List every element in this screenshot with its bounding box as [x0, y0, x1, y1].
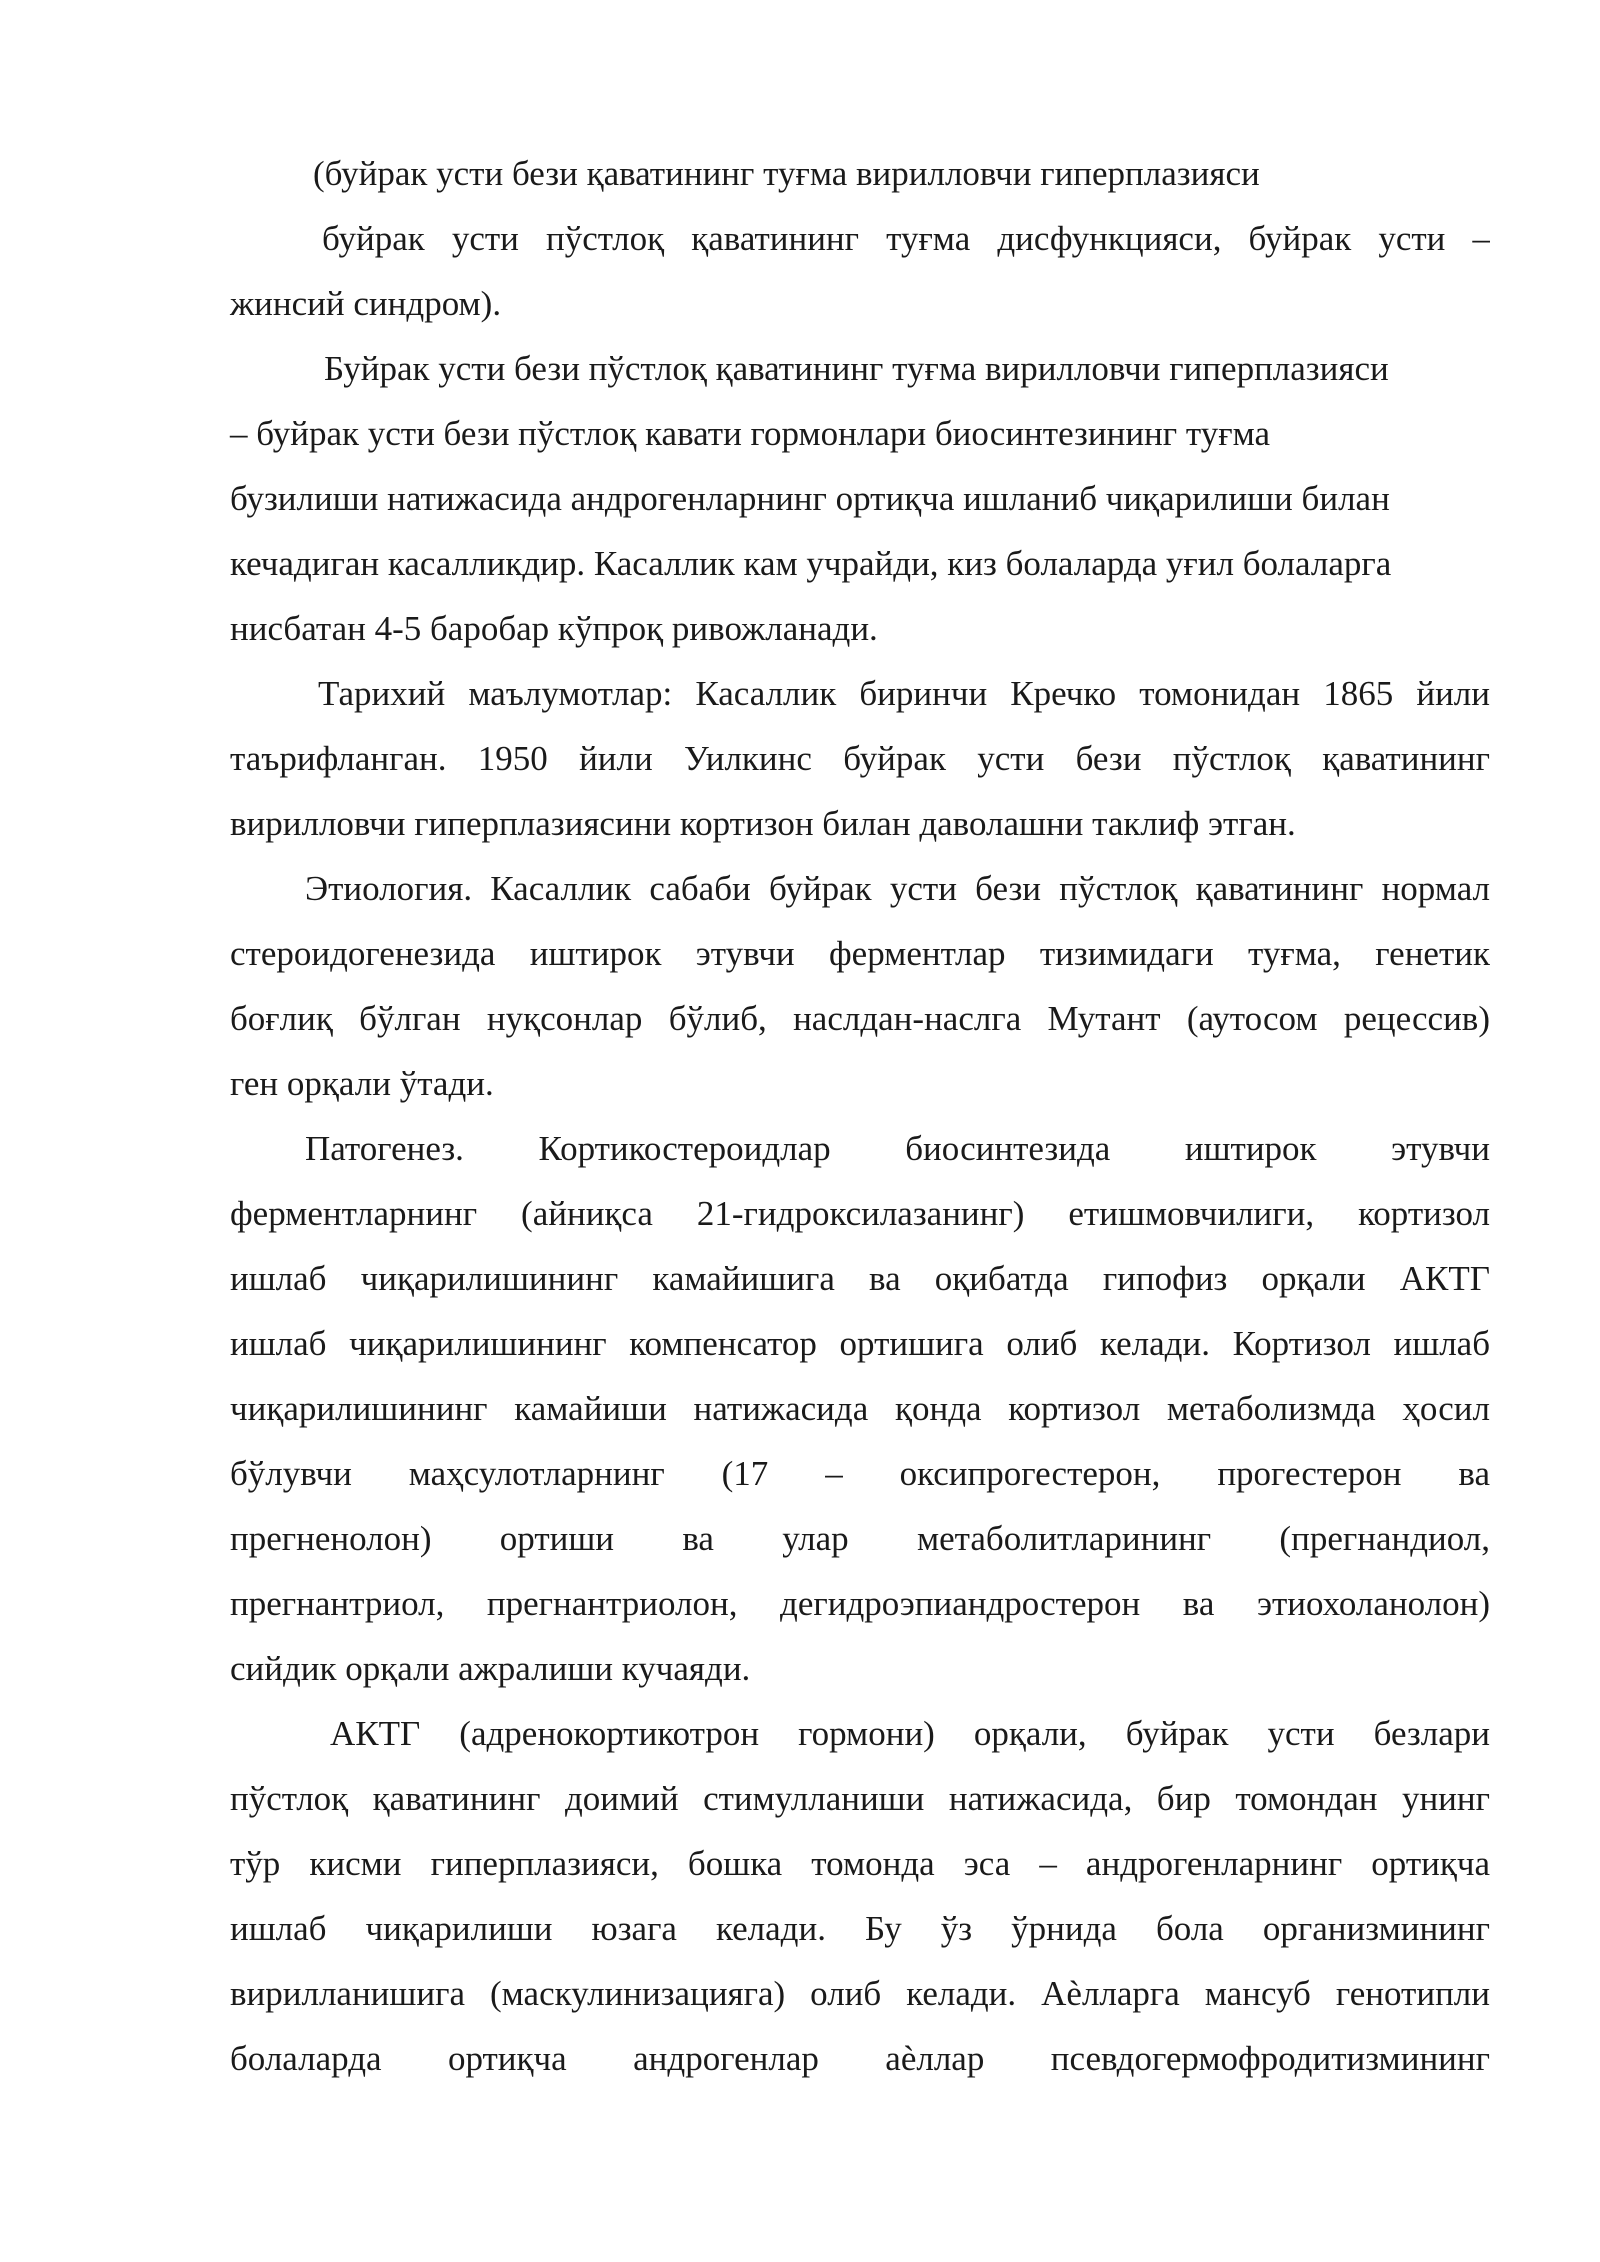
text-line: бўлувчи маҳсулотларнинг (17 – оксипрогестерон, прогестерон ва: [230, 1454, 1490, 1493]
text-line: чиқарилишининг камайиши натижасида қонда кортизол метаболизмда ҳосил: [230, 1389, 1490, 1428]
text-line: Буйрак усти бези пўстлоқ қаватининг туғма вирилловчи гиперплазияси: [324, 349, 1389, 388]
text-line: вирилловчи гиперплазиясини кортизон билан даволашни таклиф этган.: [230, 804, 1296, 843]
text-line: стероидогенезида иштирок этувчи ферментлар тизимидаги туғма, генетик: [230, 934, 1490, 973]
text-line: таърифланган. 1950 йили Уилкинс буйрак усти бези пўстлоқ қаватининг: [230, 739, 1490, 778]
text-line: ишлаб чиқарилиши юзага келади. Бу ўз ўрнида бола организмининг: [230, 1909, 1490, 1948]
text-line: ишлаб чиқарилишининг компенсатор ортишига олиб келади. Кортизол ишлаб: [230, 1324, 1490, 1363]
text-line: тўр кисми гиперплазияси, бошка томонда эса – андрогенларнинг ортиқча: [230, 1844, 1490, 1883]
text-line: сийдик орқали ажралиши кучаяди.: [230, 1649, 751, 1688]
text-line: АКТГ (адренокортикотрон гормони) орқали, буйрак усти безлари: [330, 1714, 1490, 1753]
text-line: Тарихий маълумотлар: Касаллик биринчи Кречко томонидан 1865 йили: [318, 674, 1490, 713]
text-line: бузилиши натижасида андрогенларнинг ортиқча ишланиб чиқарилиши билан: [230, 479, 1390, 518]
text-line: жинсий синдром).: [230, 284, 502, 323]
text-line: ферментларнинг (айниқса 21-гидроксилазанинг) етишмовчилиги, кортизол: [230, 1194, 1490, 1233]
text-line: ген орқали ўтади.: [230, 1064, 494, 1103]
text-line: Патогенез. Кортикостероидлар биосинтезида иштирок этувчи: [305, 1129, 1490, 1168]
text-line: болаларда ортиқча андрогенлар аѐллар псевдогермофродитизмининг: [230, 2039, 1490, 2078]
text-line: прегнантриол, прегнантриолон, дегидроэпиандростерон ва этиохоланолон): [230, 1584, 1490, 1623]
text-line: пўстлоқ қаватининг доимий стимулланиши натижасида, бир томондан унинг: [230, 1779, 1490, 1818]
text-line: буйрак усти пўстлоқ қаватининг туғма дисфункцияси, буйрак усти –: [322, 219, 1490, 258]
text-line: прегненолон) ортиши ва улар метаболитларининг (прегнандиол,: [230, 1519, 1490, 1558]
text-line: вирилланишига (маскулинизацияга) олиб келади. Аѐлларга мансуб генотипли: [230, 1974, 1490, 2013]
text-line: – буйрак усти бези пўстлоқ кавати гормонлари биосинтезининг туғма: [230, 414, 1271, 453]
text-line: нисбатан 4-5 баробар кўпроқ ривожланади.: [230, 609, 878, 648]
text-line: кечадиган касалликдир. Касаллик кам учрайди, киз болаларда уғил болаларга: [230, 544, 1392, 583]
text-line: ишлаб чиқарилишининг камайишига ва оқибатда гипофиз орқали АКТГ: [230, 1259, 1490, 1298]
text-line: (буйрак усти бези қаватининг туғма вирилловчи гиперплазияси: [313, 154, 1260, 193]
text-line: Этиология. Касаллик сабаби буйрак усти бези пўстлоқ қаватининг нормал: [305, 869, 1490, 908]
text-line: боғлиқ бўлган нуқсонлар бўлиб, наслдан-наслга Мутант (аутосом рецессив): [230, 999, 1490, 1038]
